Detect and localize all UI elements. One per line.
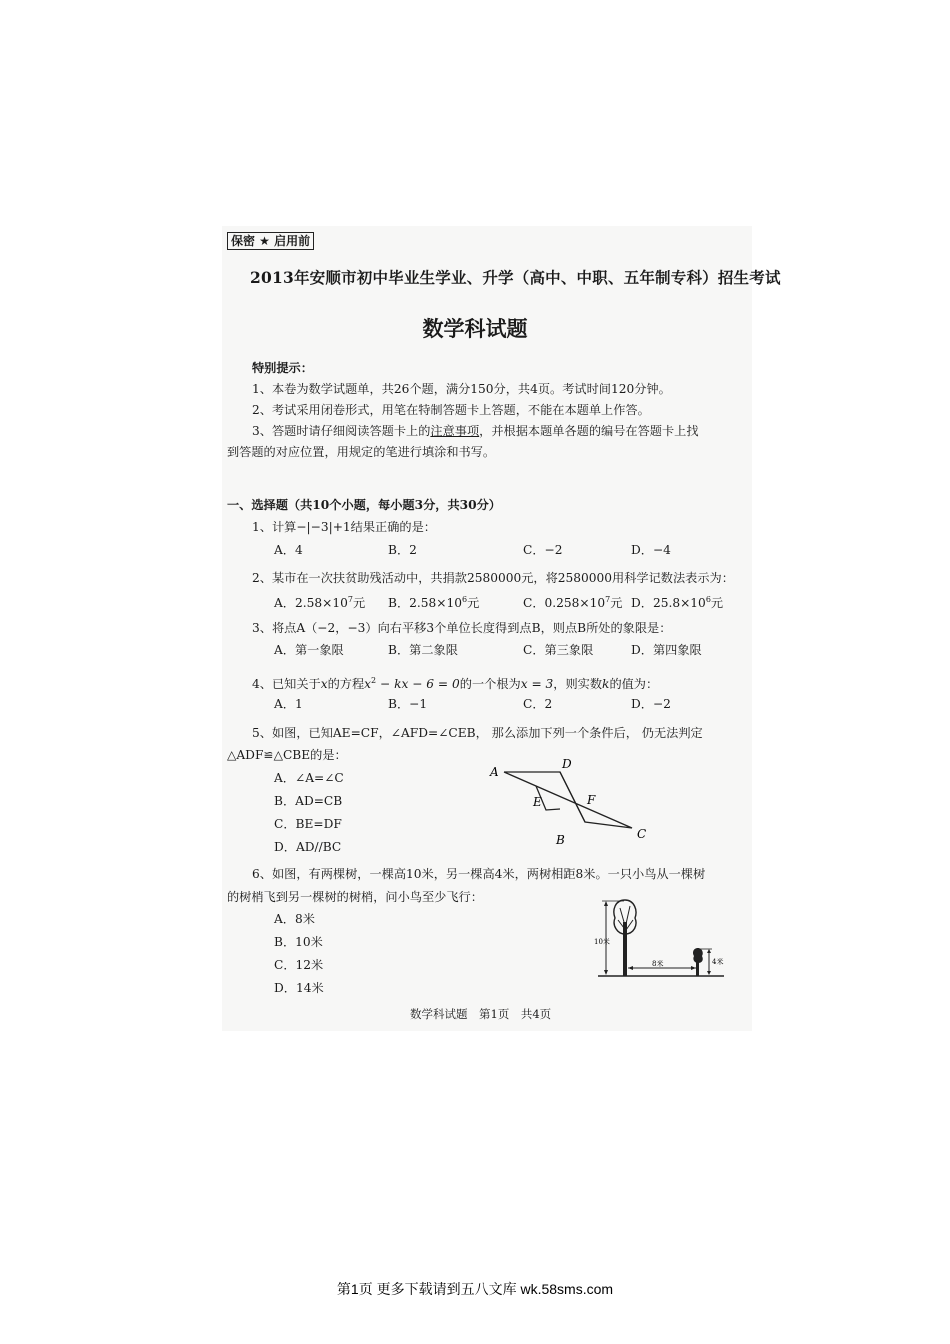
q1-option-c: C．−2 bbox=[523, 543, 563, 557]
page-footer: 数学科试题 第1页 共4页 bbox=[410, 1007, 552, 1021]
section-heading: 一、选择题（共10个小题，每小题3分，共30分） bbox=[227, 498, 501, 512]
notice-item-3-cont: 到答题的对应位置，用规定的笔进行填涂和书写。 bbox=[227, 445, 496, 459]
q4-option-a: A．1 bbox=[274, 697, 303, 711]
notice-heading: 特别提示： bbox=[252, 361, 313, 375]
q5-stem-cont: △ADF≌△CBE的是： bbox=[227, 748, 347, 762]
q2-option-b: B．$2.58\times 10^6$元 bbox=[388, 595, 480, 611]
q5-option-b: B．AD=CB bbox=[274, 794, 343, 808]
q6-height-short: 4米 bbox=[712, 958, 724, 966]
q6-stem: 6、如图，有两棵树，一棵高10米，另一棵高4米，两树相距8米。一只小鸟从一棵树 bbox=[252, 867, 706, 881]
q5-label-e: E bbox=[533, 795, 542, 809]
q4-option-b: B．−1 bbox=[388, 697, 428, 711]
q1-option-d: D．−4 bbox=[631, 543, 671, 557]
q3-option-c: C．第三象限 bbox=[523, 643, 594, 657]
q5-stem: 5、如图，已知AE=CF，∠AFD=∠CEB， 那么添加下列一个条件后， 仍无法判定 bbox=[252, 726, 703, 740]
subject-title: 数学科试题 bbox=[422, 317, 528, 341]
q6-option-a: A．8米 bbox=[274, 912, 315, 926]
q3-stem: 3、将点A（−2，−3）向右平移3个单位长度得到点B，则点B所处的象限是： bbox=[252, 621, 672, 635]
q6-height-tall: 10米 bbox=[594, 938, 610, 946]
q2-option-c: C．$0.258\times 10^7$元 bbox=[523, 595, 623, 611]
exam-title: 2013年安顺市初中毕业生学业、升学（高中、中职、五年制专科）招生考试 bbox=[250, 268, 781, 287]
q6-option-d: D．14米 bbox=[274, 981, 324, 995]
q6-option-b: B．10米 bbox=[274, 935, 323, 949]
q6-option-c: C．12米 bbox=[274, 958, 324, 972]
q4-option-d: D．−2 bbox=[631, 697, 671, 711]
notice-item-3: 3、答题时请仔细阅读答题卡上的注意事项，并根据本题单各题的编号在答题卡上找 bbox=[252, 424, 699, 438]
notice-item-2: 2、考试采用闭卷形式，用笔在特制答题卡上答题，不能在本题单上作答。 bbox=[252, 403, 650, 417]
q5-figure bbox=[480, 752, 655, 852]
q5-option-c: C．BE=DF bbox=[274, 817, 342, 831]
q3-option-a: A．第一象限 bbox=[274, 643, 344, 657]
q1-option-b: B．2 bbox=[388, 543, 417, 557]
q3-option-d: D．第四象限 bbox=[631, 643, 702, 657]
q5-label-d: D bbox=[562, 757, 572, 771]
notice-item-1: 1、本卷为数学试题单，共26个题，满分150分，共4页。考试时间120分钟。 bbox=[252, 382, 671, 396]
q6-stem-cont: 的树梢飞到另一棵树的树梢，问小鸟至少飞行： bbox=[227, 890, 483, 904]
q3-option-b: B．第二象限 bbox=[388, 643, 458, 657]
q1-option-a: A．4 bbox=[274, 543, 303, 557]
site-footer: 第1页 更多下载请到五八文库 wk.58sms.com bbox=[336, 1281, 614, 1297]
q6-figure bbox=[588, 892, 728, 982]
q4-option-c: C．2 bbox=[523, 697, 553, 711]
confidential-stamp: 保密 ★ 启用前 bbox=[227, 232, 314, 250]
q5-option-a: A．∠A=∠C bbox=[274, 771, 344, 785]
q2-option-a: A．$2.58\times 10^7$元 bbox=[274, 595, 366, 611]
q2-stem: 2、某市在一次扶贫助残活动中，共捐款2580000元，将2580000用科学记数法表示为： bbox=[252, 571, 734, 585]
q6-distance: 8米 bbox=[652, 960, 664, 968]
q5-label-b: B bbox=[556, 833, 565, 847]
q4-stem: 4、已知关于x的方程$x^2$ − kx − 6 = 0的一个根为x = 3，则实数k的值为： bbox=[252, 676, 659, 692]
q5-label-c: C bbox=[637, 827, 647, 841]
q1-stem: 1、计算−|−3|+1结果正确的是： bbox=[252, 520, 436, 534]
q5-label-f: F bbox=[587, 793, 596, 807]
q2-option-d: D．$25.8\times 10^6$元 bbox=[631, 595, 724, 611]
q5-option-d: D．AD//BC bbox=[274, 840, 342, 854]
q5-label-a: A bbox=[490, 765, 499, 779]
